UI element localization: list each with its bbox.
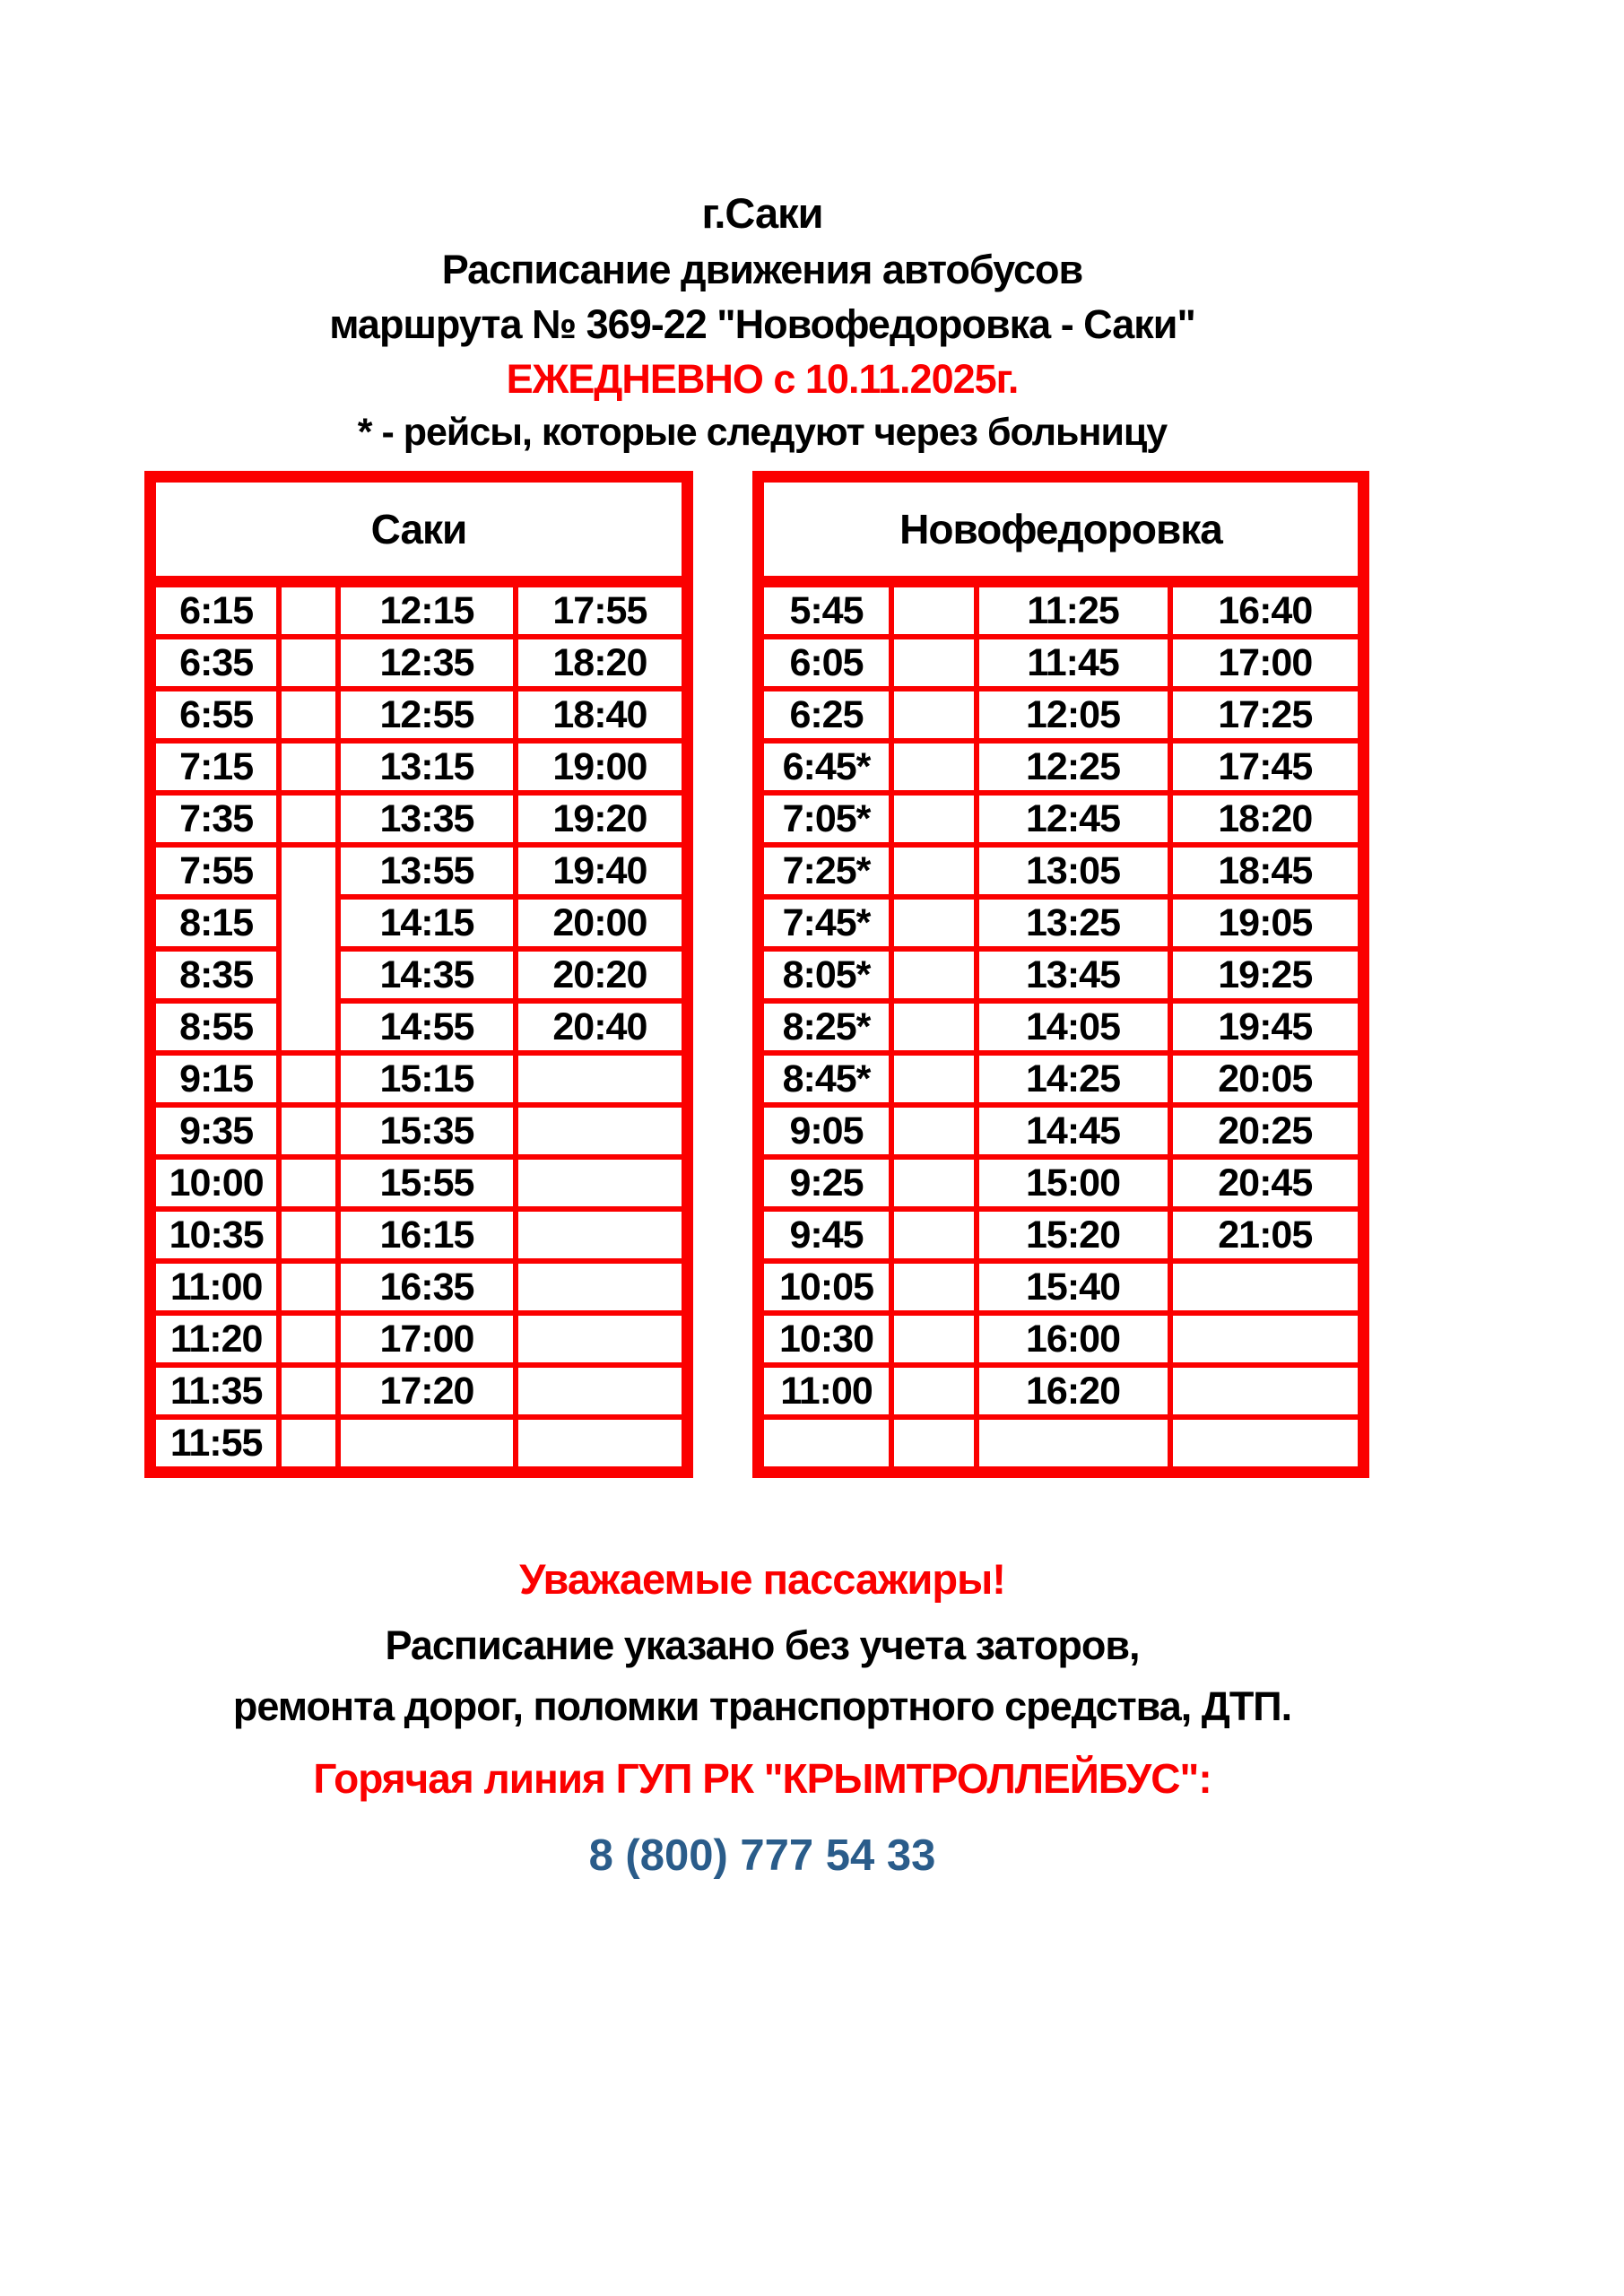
time-cell: 16:00 [977, 1313, 1170, 1365]
time-cell: 17:00 [1170, 637, 1364, 689]
asterisk-note: * - рейсы, которые следуют через больницу [357, 411, 1168, 454]
time-cell [1170, 1365, 1364, 1417]
time-cell: 13:55 [338, 845, 516, 897]
table-row [759, 1105, 1364, 1157]
time-cell: 8:15 [151, 897, 280, 949]
time-cell: 18:45 [1170, 845, 1364, 897]
time-cell: 6:05 [759, 637, 892, 689]
hotline-label: Горячая линия ГУП РК "КРЫМТРОЛЛЕЙБУС": [313, 1755, 1211, 1802]
time-cell: 10:05 [759, 1261, 892, 1313]
time-cell [516, 1105, 688, 1157]
time-cell: 8:45* [759, 1053, 892, 1105]
time-cell: 21:05 [1170, 1209, 1364, 1261]
time-cell [516, 1417, 688, 1473]
table-row [759, 1001, 1364, 1053]
spacer-cell [279, 845, 338, 1053]
table-row [759, 845, 1364, 897]
spacer-cell [279, 637, 338, 689]
table-row [759, 1053, 1364, 1105]
time-cell: 7:55 [151, 845, 280, 897]
time-cell: 16:20 [977, 1365, 1170, 1417]
time-cell: 8:55 [151, 1001, 280, 1053]
spacer-cell [891, 793, 977, 845]
timetables-block [144, 471, 1380, 1478]
time-cell: 15:35 [338, 1105, 516, 1157]
time-cell: 15:40 [977, 1261, 1170, 1313]
time-cell: 10:35 [151, 1209, 280, 1261]
table-row [151, 1105, 688, 1157]
table-row [151, 1261, 688, 1313]
time-cell: 11:00 [759, 1365, 892, 1417]
time-cell: 11:55 [151, 1417, 280, 1473]
table-row [759, 1365, 1364, 1417]
time-cell [1170, 1261, 1364, 1313]
spacer-cell [279, 1365, 338, 1417]
spacer-cell [891, 1001, 977, 1053]
time-cell: 18:20 [1170, 793, 1364, 845]
table-row [151, 845, 688, 897]
spacer-cell [279, 1105, 338, 1157]
daily-validity-note: ЕЖЕДНЕВНО с 10.11.2025г. [506, 356, 1019, 402]
spacer-cell [891, 949, 977, 1001]
time-cell: 19:45 [1170, 1001, 1364, 1053]
time-cell: 19:05 [1170, 897, 1364, 949]
time-cell: 11:45 [977, 637, 1170, 689]
time-cell: 19:40 [516, 845, 688, 897]
table-row [151, 741, 688, 793]
spacer-cell [279, 689, 338, 741]
time-cell: 9:25 [759, 1157, 892, 1209]
time-cell: 9:45 [759, 1209, 892, 1261]
table-row [759, 637, 1364, 689]
time-cell: 17:20 [338, 1365, 516, 1417]
table-header-row [759, 477, 1364, 582]
time-cell: 16:15 [338, 1209, 516, 1261]
time-cell: 11:35 [151, 1365, 280, 1417]
time-cell: 14:05 [977, 1001, 1170, 1053]
time-cell: 8:05* [759, 949, 892, 1001]
time-cell: 6:25 [759, 689, 892, 741]
time-cell: 18:20 [516, 637, 688, 689]
time-cell: 7:25* [759, 845, 892, 897]
spacer-cell [891, 1157, 977, 1209]
spacer-cell [279, 1313, 338, 1365]
time-cell: 18:40 [516, 689, 688, 741]
spacer-cell [279, 741, 338, 793]
time-cell [759, 1417, 892, 1473]
spacer-cell [891, 689, 977, 741]
time-cell [1170, 1417, 1364, 1473]
table-row [759, 897, 1364, 949]
time-cell: 15:15 [338, 1053, 516, 1105]
time-cell [1170, 1313, 1364, 1365]
spacer-cell [891, 1105, 977, 1157]
table-row [151, 1313, 688, 1365]
time-cell: 12:45 [977, 793, 1170, 845]
time-cell: 5:45 [759, 582, 892, 638]
time-cell: 7:05* [759, 793, 892, 845]
time-cell: 13:25 [977, 897, 1170, 949]
time-cell: 19:00 [516, 741, 688, 793]
spacer-cell [279, 1053, 338, 1105]
time-cell: 12:35 [338, 637, 516, 689]
table-row [759, 689, 1364, 741]
time-cell: 17:25 [1170, 689, 1364, 741]
time-cell: 20:00 [516, 897, 688, 949]
time-cell: 11:00 [151, 1261, 280, 1313]
time-cell: 20:20 [516, 949, 688, 1001]
time-cell [516, 1053, 688, 1105]
time-cell: 10:30 [759, 1313, 892, 1365]
time-cell: 13:15 [338, 741, 516, 793]
time-cell: 7:15 [151, 741, 280, 793]
time-cell: 8:25* [759, 1001, 892, 1053]
time-cell: 9:05 [759, 1105, 892, 1157]
time-cell: 14:35 [338, 949, 516, 1001]
time-cell: 6:45* [759, 741, 892, 793]
spacer-cell [279, 1157, 338, 1209]
spacer-cell [891, 582, 977, 638]
spacer-cell [891, 741, 977, 793]
spacer-cell [279, 1209, 338, 1261]
time-cell: 6:35 [151, 637, 280, 689]
city-title: г.Саки [701, 189, 823, 237]
spacer-cell [279, 582, 338, 638]
time-cell: 6:55 [151, 689, 280, 741]
table-row [151, 949, 688, 1001]
spacer-cell [891, 1209, 977, 1261]
time-cell: 11:25 [977, 582, 1170, 638]
time-cell: 6:15 [151, 582, 280, 638]
table-header-row [151, 477, 688, 582]
table-row [151, 637, 688, 689]
time-cell: 19:25 [1170, 949, 1364, 1001]
spacer-cell [891, 1261, 977, 1313]
time-cell: 13:35 [338, 793, 516, 845]
hotline-phone-number: 8 (800) 777 54 33 [588, 1831, 936, 1880]
time-cell: 17:55 [516, 582, 688, 638]
spacer-cell [891, 897, 977, 949]
table-row [151, 897, 688, 949]
subtitle-line2: маршрута № 369-22 "Новофедоровка - Саки" [329, 301, 1195, 347]
page-footer [144, 1553, 1380, 1882]
time-cell: 20:45 [1170, 1157, 1364, 1209]
time-cell: 15:20 [977, 1209, 1170, 1261]
time-cell: 11:20 [151, 1313, 280, 1365]
saki-departures-table [144, 471, 693, 1478]
table-row [759, 793, 1364, 845]
time-cell: 12:25 [977, 741, 1170, 793]
spacer-cell [891, 845, 977, 897]
time-cell: 9:35 [151, 1105, 280, 1157]
time-cell: 20:40 [516, 1001, 688, 1053]
time-cell: 17:45 [1170, 741, 1364, 793]
passengers-heading: Уважаемые пассажиры! [519, 1555, 1005, 1603]
table-row [151, 793, 688, 845]
time-cell: 20:05 [1170, 1053, 1364, 1105]
table-row [759, 1313, 1364, 1365]
time-cell [338, 1417, 516, 1473]
time-cell [516, 1313, 688, 1365]
table-row [151, 582, 688, 638]
time-cell: 16:35 [338, 1261, 516, 1313]
time-cell: 19:20 [516, 793, 688, 845]
table-row [151, 1209, 688, 1261]
table-row [759, 1209, 1364, 1261]
subtitle-line1: Расписание движения автобусов [441, 247, 1083, 292]
time-cell: 14:55 [338, 1001, 516, 1053]
spacer-cell [279, 793, 338, 845]
spacer-cell [279, 1261, 338, 1313]
time-cell: 14:45 [977, 1105, 1170, 1157]
notice-line1: Расписание указано без учета заторов, [385, 1622, 1140, 1668]
table-row [151, 1365, 688, 1417]
time-cell [516, 1261, 688, 1313]
table-row [151, 1417, 688, 1473]
time-cell [516, 1157, 688, 1209]
spacer-cell [891, 1313, 977, 1365]
page-header [144, 185, 1380, 458]
table-row [759, 1157, 1364, 1209]
time-cell: 13:45 [977, 949, 1170, 1001]
table-row [759, 582, 1364, 638]
saki-table-title: Саки [151, 477, 688, 582]
time-cell [516, 1209, 688, 1261]
table-row [151, 1001, 688, 1053]
table-row [151, 1157, 688, 1209]
time-cell: 12:05 [977, 689, 1170, 741]
spacer-cell [279, 1417, 338, 1473]
time-cell [977, 1417, 1170, 1473]
time-cell: 14:25 [977, 1053, 1170, 1105]
time-cell: 15:55 [338, 1157, 516, 1209]
spacer-cell [891, 1365, 977, 1417]
table-row [151, 689, 688, 741]
time-cell: 8:35 [151, 949, 280, 1001]
time-cell: 14:15 [338, 897, 516, 949]
time-cell: 20:25 [1170, 1105, 1364, 1157]
time-cell [516, 1365, 688, 1417]
time-cell: 12:15 [338, 582, 516, 638]
novofedorovka-table-title: Новофедоровка [759, 477, 1364, 582]
table-row [759, 1261, 1364, 1313]
time-cell: 9:15 [151, 1053, 280, 1105]
table-row [759, 1417, 1364, 1473]
table-row [151, 1053, 688, 1105]
novofedorovka-departures-table [752, 471, 1369, 1478]
table-row [759, 949, 1364, 1001]
time-cell: 15:00 [977, 1157, 1170, 1209]
spacer-cell [891, 1053, 977, 1105]
spacer-cell [891, 1417, 977, 1473]
time-cell: 7:35 [151, 793, 280, 845]
table-row [759, 741, 1364, 793]
time-cell: 13:05 [977, 845, 1170, 897]
spacer-cell [891, 637, 977, 689]
time-cell: 16:40 [1170, 582, 1364, 638]
time-cell: 10:00 [151, 1157, 280, 1209]
notice-line2: ремонта дорог, поломки транспортного средства, ДТП. [232, 1683, 1292, 1729]
time-cell: 17:00 [338, 1313, 516, 1365]
time-cell: 7:45* [759, 897, 892, 949]
time-cell: 12:55 [338, 689, 516, 741]
